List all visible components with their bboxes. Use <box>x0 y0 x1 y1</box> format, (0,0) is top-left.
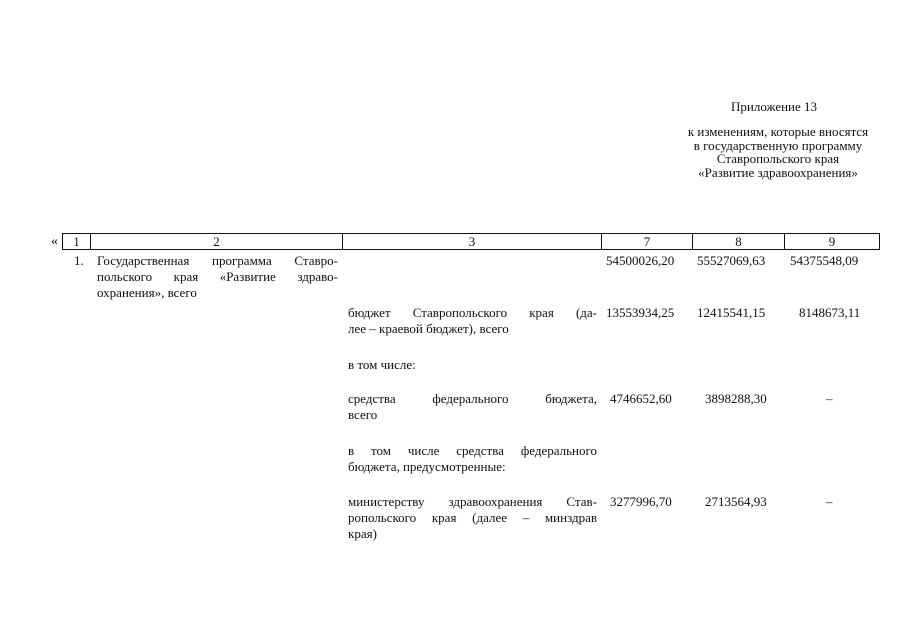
program-name-line: Государственная программа Ставро- <box>97 253 338 268</box>
program-value-7: 54500026,20 <box>606 253 675 268</box>
program-name-line: охранения», всего <box>97 285 197 300</box>
row-label-line: ропольского края (далее – минздрав <box>348 510 597 525</box>
row-value-7: 3277996,70 <box>610 494 672 509</box>
row-label-line: министерству здравоохранения Став- <box>348 494 597 509</box>
row-value-7: 13553934,25 <box>606 305 675 320</box>
program-value-8: 55527069,63 <box>697 253 766 268</box>
col-header-7: 7 <box>602 233 693 250</box>
row-value-8: 2713564,93 <box>705 494 767 509</box>
subtitle-line: в государственную программу <box>693 137 863 153</box>
row-label-line: лее – краевой бюджет), всего <box>348 321 509 336</box>
row-label-line: в том числе: <box>348 357 416 372</box>
row-label-line: средства федерального бюджета, <box>348 391 597 406</box>
program-value-9: 54375548,09 <box>790 253 859 268</box>
row-label-line: бюджета, предусмотренные: <box>348 459 506 474</box>
appendix-subtitle <box>668 125 888 179</box>
row-value-8: 3898288,30 <box>705 391 767 406</box>
col-header-9: 9 <box>785 233 880 250</box>
row-value-9: – <box>826 391 833 406</box>
col-header-3: 3 <box>343 233 602 250</box>
open-quote-mark: « <box>51 234 58 249</box>
row-value-9: 8148673,11 <box>799 305 861 320</box>
program-number: 1. <box>74 253 84 268</box>
row-value-7: 4746652,60 <box>610 391 672 406</box>
row-value-8: 12415541,15 <box>697 305 766 320</box>
col-header-1: 1 <box>62 233 91 250</box>
row-label-line: в том числе средства федерального <box>348 443 597 458</box>
col-header-8: 8 <box>693 233 785 250</box>
appendix-title: Приложение 13 <box>731 99 818 114</box>
subtitle-line: Ставропольского края <box>716 151 840 166</box>
subtitle-line: к изменениям, которые вносятся <box>687 124 869 139</box>
program-name-line: польского края «Развитие здраво- <box>97 269 338 284</box>
row-label-line: бюджет Ставропольского края (да- <box>348 305 597 320</box>
subtitle-line: «Развитие здравоохранения» <box>698 164 858 180</box>
row-label-line: края) <box>348 526 377 541</box>
row-label-line: всего <box>348 407 378 422</box>
row-value-9: – <box>826 494 833 509</box>
col-header-2: 2 <box>91 233 343 250</box>
